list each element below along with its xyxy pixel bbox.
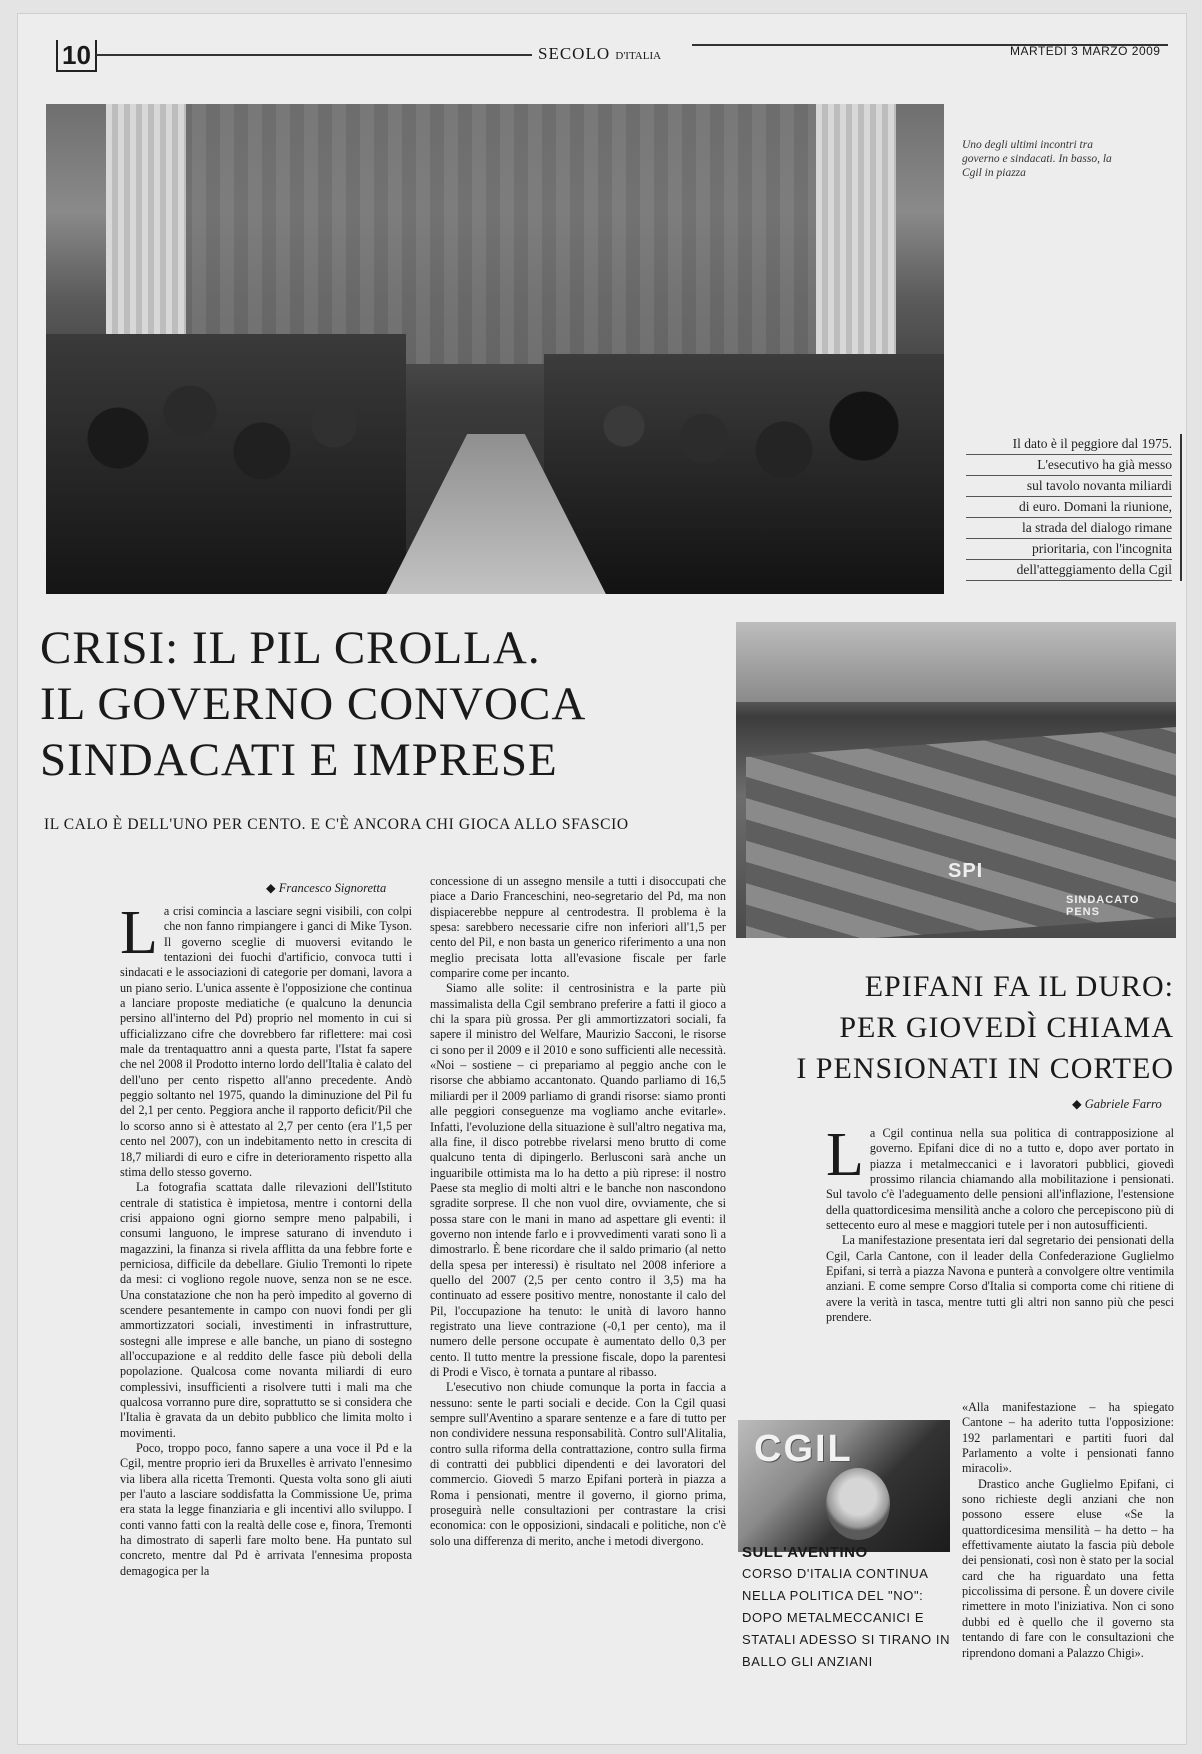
portrait-photo — [738, 1420, 950, 1552]
article-paragraph: La fotografia scattata dalle rilevazioni dell'Istituto centrale di statistica è impietosa, mentre i contorni della crisi appaiono ogni giorno sempre meno palpabili, i consumi languono, le imprese saturano di invenduto i magazzini, la finanza si rivela afflitta da una febbre forte e perniciosa, difficile da debellare. Giulio Tremonti lo ripete da mesi: ci vogliono regole nuove, senza non se ne esce. Una constatazione che non ha però impedito al governo di scendere pesantemente in campo con nuovi fondi per gli ammortizzatori sociali, investimenti in infrastrutture, sostegni alle imprese e alle banche, un piano di sostegno all'occupazione e al reddito delle fasce più deboli della popolazione. Qualcosa come novanta miliardi di euro complessivi, insufficienti a risolvere tutti i mali ma che qualcosa vorranno pure dire, soprattutto se si considera che l'Italia è gravata da un debito pubblico che limita molto i movimenti. — [120, 1180, 412, 1440]
main-subheadline: IL CALO È DELL'UNO PER CENTO. E C'È ANCORA CHI GIOCA ALLO SFASCIO — [44, 816, 629, 833]
pull-quote-line: sul tavolo novanta miliardi — [966, 476, 1172, 497]
pull-quote-line: dell'atteggiamento della Cgil — [966, 560, 1172, 581]
photo-wall — [136, 104, 866, 364]
article-paragraph: concessione di un assegno mensile a tutti i disoccupati che piace a Dario Franceschini, neo-segretario del Pd, ma non dispiacerebbe neppure al centrodestra. Il problema è la spesa: sarebbero necessarie cifre non inferiori all'1,5 per cento del Pil, e non basta un generico riferimento a una non meglio precisata lotta all'evasione fiscale per farle comparire come per incanto. — [430, 874, 726, 981]
drop-cap: L — [826, 1121, 864, 1189]
photo-people-right — [544, 354, 944, 594]
portrait-face — [826, 1468, 890, 1540]
cgil-logo: CGIL — [754, 1428, 853, 1470]
article-paragraph: «Alla manifestazione – ha spiegato Cantone – ha aderito tutta l'opposizione: 192 parlamentari e partiti fuori dal Parlamento a volte i pensionati fanno miracoli». — [962, 1400, 1174, 1476]
main-headline-line: CRISI: IL PIL CROLLA. — [40, 622, 541, 674]
main-headline-line: SINDACATI E IMPRESE — [40, 734, 558, 786]
banner-text: SPI — [948, 860, 984, 882]
banner-text: SINDACATO PENS — [1066, 894, 1140, 918]
article-paragraph: Drastico anche Guglielmo Epifani, ci sono richieste degli anziani che non possono essere eluse «Se la quattordicesima mensilità – ha detto – ha effettivamente aiutato la fascia più debole dei pensionati, così non è stato per la social card che ha riguardato una fetta piccolissima di persone. È un dovere civile rimettere in moto l'iniziativa. Non ci sono dubbi ed è quello che il governo sta tentando di fare con le consultazioni che riprendono domani a Palazzo Chigi». — [962, 1476, 1174, 1660]
pull-quote-line: di euro. Domani la riunione, — [966, 497, 1172, 518]
side-article-narrow-column — [962, 1400, 1174, 1661]
main-byline: ◆ Francesco Signoretta — [266, 881, 387, 895]
side-article-column — [826, 1121, 1174, 1325]
sidebar-text: CORSO D'ITALIA CONTINUA NELLA POLITICA DEL "NO": DOPO METALMECCANICI E STATALI ADESSO SI TIRANO IN BALLO GLI ANZIANI — [742, 1566, 951, 1669]
article-text: a crisi comincia a lasciare segni visibili, con colpi che non fanno rimpiangere i ganci di Mike Tyson. Il governo sceglie di muoversi evitando le tentazioni dei fuochi d'artificio, convoca tutti i sindacati e le associazioni di categorie per domani, lavora a un piano serio. L'unica assente è l'opposizione che continua a lanciare proposte mediatiche (e qualcuno la denuncia persino all'interno del Pd) proprio nel momento in cui si ufficializzano cifre che dovrebbero far riflettere: mai così male da trentaquattro anni a questa parte, l'Istat fa sapere che nel 2008 il Prodotto interno lordo dell'Italia è calato del dell'uno per cento rispetto all'anno precedente. Andò peggio soltanto nel 1975, quando la diminuzione del Pil fu del 2,1 per cento. Peggiora anche il rapporto deficit/Pil che lo scorso anno si è attestato al 2,7 per cento (era l'1,5 per cento nel 2007), con un indebitamento netto in crescita di 18,7 miliardi di euro e cifre in deterioramento rispetto alla stima dello stesso governo. — [120, 904, 412, 1179]
pull-quote-line: L'esecutivo ha già messo — [966, 455, 1172, 476]
pull-quote-line: prioritaria, con l'incognita — [966, 539, 1172, 560]
article-paragraph: La manifestazione presentata ieri dal segretario dei pensionati della Cgil, Carla Cantone, con il leader della Confederazione Guglielmo Epifani, si terrà a piazza Navona e punterà a convolgere oltre ventimila anziani. E come sempre Corso d'Italia si comporta come chi ritiene di avere la verità in tasca, mentre tutti gli altri non sanno più che pesci prendere. — [826, 1233, 1174, 1325]
side-byline: ◆ Gabriele Farro — [1072, 1097, 1162, 1111]
side-headline-line: I PENSIONATI IN CORTEO — [796, 1052, 1174, 1085]
main-article-column-2 — [430, 874, 726, 1549]
drop-cap: L — [120, 899, 158, 967]
sidebar-title: SULL'AVENTINO — [742, 1544, 868, 1561]
masthead-title: SECOLO — [538, 44, 611, 63]
issue-date: MARTEDÌ 3 MARZO 2009 — [1010, 44, 1161, 58]
main-headline — [40, 620, 730, 788]
side-headline — [742, 966, 1174, 1089]
side-headline-line: PER GIOVEDÌ CHIAMA — [839, 1011, 1174, 1044]
photo-people-left — [46, 334, 406, 594]
masthead — [538, 44, 661, 64]
article-paragraph: L'esecutivo non chiude comunque la porta in faccia a nessuno: sente le parti sociali e decide. Con la Cgil quasi sempre sull'Aventino a sparare sentenze e a fare di tutto per non condividere nessuna responsabilità. Contro sull'Alitalia, contro sulla riforma della contrattazione, contro sulla firma di contratti dei pubblici dipendenti e dei lavoratori del commercio. Giovedì 5 marzo Epifani porterà in piazza a Roma i pensionati, mentre il governo, il giorno prima, proseguirà nelle consultazioni per contrastare la crisi economica: con le opposizioni, sindacali e politiche, non c'è solo una differenza di merito, anche i metodi divergono. — [430, 1380, 726, 1548]
pull-quote-line: Il dato è il peggiore dal 1975. — [966, 434, 1172, 455]
masthead-suffix: D'ITALIA — [615, 50, 662, 62]
header-rule-left — [96, 54, 532, 56]
page-number: 10 — [56, 40, 97, 72]
article-paragraph: Poco, troppo poco, fanno sapere a una voce il Pd e la Cgil, mentre proprio ieri da Bruxelles è arrivato l'ennesimo via libera alla ricetta Tremonti. Questa volta sono gli aiuti per l'auto a lasciare soddisfatta la Commissione Ue, prima era stata la legge finanziaria e gli incentivi allo sviluppo. I conti vanno fatti con la realtà delle cose e, finora, Tremonti ha dimostrato di saperli fare molto bene. Ha puntato sul concreto, mentre dal Pd è arrivata l'ennesima proposta demagogica per la — [120, 1441, 412, 1578]
sidebar-box — [742, 1544, 952, 1673]
protest-photo — [736, 622, 1176, 938]
article-paragraph: Siamo alle solite: il centrosinistra e la parte più massimalista della Cgil sembrano preferire a fatti il gioco a chi la spara più grossa. Per gli ammortizzatori sociali, fa sapere il ministro del Welfare, Maurizio Sacconi, le risorse ci sono per il 2009 e il 2010 e sono sufficienti alle necessità. «Noi – sostiene – ci prepariamo al peggio anche con le risorse che abbiamo accantonato. Quando parliamo di 16,5 miliardi per il 2009 parliamo di grandi risorse: siamo pronti alle peggiori conseguenze ma vogliamo anche evitarle». Infatti, l'evoluzione della situazione è sull'altro negativa ma, alla fine, il disco potrebbe rivelarsi meno brutto di come qualcuno tenta di dipingerlo. Berlusconi sarà anche un inguaribile ottimista ma lo ha detto a più riprese: il nostro Paese sta meglio di molti altri e le banche non nascondono sgradite sorprese. Il che non vuol dire, ovviamente, che si possa stare con le mani in mano ad aspettare gli eventi: il governo non intende farlo e i provvedimenti varati sono lì a dimostrarlo. È bene ricordare che il saldo primario (al netto della spesa per interessi) è risultato nel 2008 inferiore a quello del 2007 (2,5 per cento contro il 3,5) ma ha continuato ad essere positivo mentre, nonostante il calo del Pil, l'occupazione ha tenuto: le unità di lavoro hanno registrato una lieve contrazione (-0,1 per cento), ma il numero delle persone occupate è aumentato dello 0,3 per cento. Il tutto mentre la pressione fiscale, dopo la parentesi di Prodi e Visco, è tornata a puntare al ribasso. — [430, 981, 726, 1379]
pull-quote-line: la strada del dialogo rimane — [966, 518, 1172, 539]
article-text: a Cgil continua nella sua politica di contrapposizione al governo. Epifani dice di no a tutto e, dopo aver portato in piazza i metalmeccanici e i lavoratori pubblici, giovedì prossimo rilancia chiamando alla mobilitazione i pensionati. Sul tavolo c'è l'adeguamento delle pensioni all'inflazione, l'estensione della quattordicesima mensilità anche a coloro che percepiscono più di settecento euro al mese e maggiori tutele per i non autosufficienti. — [826, 1126, 1174, 1233]
meeting-photo — [46, 104, 944, 594]
side-headline-line: EPIFANI FA IL DURO: — [864, 970, 1174, 1003]
article-paragraph — [120, 899, 412, 1180]
main-headline-line: IL GOVERNO CONVOCA — [40, 678, 587, 730]
article-paragraph — [826, 1121, 1174, 1233]
photo-curtain-right — [816, 104, 896, 384]
main-article-column-1 — [120, 899, 412, 1579]
photo-sky — [736, 622, 1176, 702]
photo-caption: Uno degli ultimi incontri tra governo e sindacati. In basso, la Cgil in piazza — [962, 139, 1112, 179]
pull-quote — [966, 434, 1182, 581]
